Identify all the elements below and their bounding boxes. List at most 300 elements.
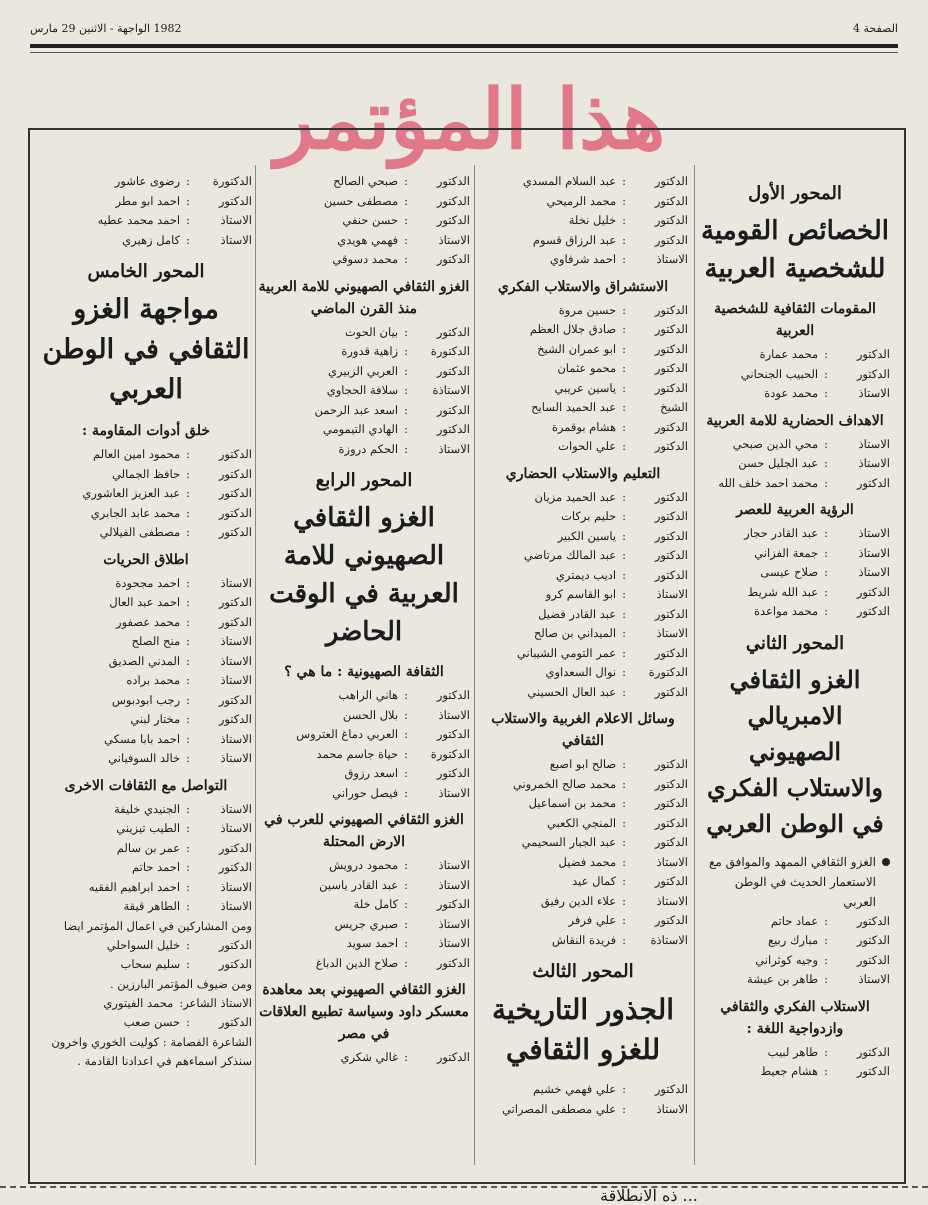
section-heading: التعليم والاستلاب الحضاري bbox=[505, 465, 661, 482]
person-name: عبد العزيز العاشوري bbox=[82, 486, 181, 500]
person-rank: الدكتور bbox=[654, 361, 688, 375]
person-rank: الدكتورة bbox=[430, 344, 470, 358]
people-list bbox=[478, 301, 688, 457]
header-rule bbox=[30, 44, 898, 48]
person-name: العربي الزبيري bbox=[328, 363, 399, 378]
person-rank: الدكتور bbox=[856, 1044, 890, 1059]
person-row: الدكتور : صادق جلال العظم bbox=[478, 320, 688, 340]
person-rank: الدكتور bbox=[654, 419, 688, 434]
person-row: الاستاذ الشاعر : محمد الفيتوري bbox=[40, 994, 252, 1014]
person-name: زاهية قدورة bbox=[341, 344, 399, 358]
person-rank: الاستاذ bbox=[220, 731, 252, 746]
person-rank: الدكتور bbox=[856, 913, 890, 928]
issue-date: 1982 الواجهة - الاثنين 29 مارس bbox=[30, 22, 182, 35]
section-heading: وسائل الاعلام الغربية والاستلاب الثقافي bbox=[491, 711, 675, 749]
person-row: الدكتور : عماد حاتم bbox=[700, 912, 890, 932]
person-rank: الدكتور bbox=[218, 466, 252, 481]
person-row: الاستاذ : عبد القادر ياسين bbox=[258, 876, 470, 896]
person-rank: الدكتور bbox=[218, 486, 252, 500]
person-name: هشام جعيط bbox=[760, 1064, 819, 1078]
person-name: العربي دماغ العتروس bbox=[296, 727, 399, 741]
person-rank: الدكتور bbox=[654, 913, 688, 927]
axis-label: المحور الرابع bbox=[315, 470, 413, 491]
person-name: حياة جاسم محمد bbox=[316, 746, 399, 761]
person-row: الدكتور : خليل السواحلي bbox=[40, 936, 252, 956]
person-row: الاستاذ : جمعة الفزاني bbox=[700, 544, 890, 564]
person-name: احمد عبد العال bbox=[109, 595, 181, 609]
person-name: فريدة النقاش bbox=[551, 932, 617, 947]
person-row: الدكتور : عبد الحميد مزيان bbox=[478, 488, 688, 508]
person-rank: الاستاذ bbox=[858, 456, 890, 470]
note-text: ومن ضيوف المؤتمر البارزين . bbox=[109, 976, 252, 991]
person-row: الاستاذ : بلال الحسن bbox=[258, 706, 470, 726]
person-name: محي الدين صبحي bbox=[732, 436, 819, 451]
people-list bbox=[478, 755, 688, 950]
person-name: حسن حنفي bbox=[342, 213, 399, 227]
person-name: محمد بن اسماعيل bbox=[528, 796, 617, 810]
column-divider bbox=[694, 165, 695, 1165]
person-row: الدكتور : العربي الزبيري bbox=[258, 362, 470, 382]
person-row: الدكتور : ياسين عريبي bbox=[478, 379, 688, 399]
person-name: عبد العال الحسيني bbox=[527, 684, 617, 699]
person-rank: الدكتور bbox=[436, 402, 470, 417]
person-rank: الدكتور bbox=[654, 232, 688, 247]
person-rank: الاستاذ bbox=[858, 565, 890, 579]
person-rank: الدكتور bbox=[654, 528, 688, 543]
person-name: محمد مواعدة bbox=[753, 604, 819, 618]
person-rank: الاستاذ الشاعر bbox=[183, 995, 252, 1010]
person-row: الاستاذ : احمد ابراهيم الفقيه bbox=[40, 878, 252, 898]
person-rank: الدكتور bbox=[856, 933, 890, 947]
person-rank: الدكتور bbox=[856, 475, 890, 490]
person-rank: الدكتور bbox=[218, 505, 252, 520]
header-rule-thin bbox=[30, 52, 898, 53]
person-row: الاستاذة : فريدة النقاش bbox=[478, 931, 688, 951]
person-row: الاستاذ : محمد عودة bbox=[700, 384, 890, 404]
person-row: الدكتور : كمال عيد bbox=[478, 872, 688, 892]
axis-title: الخصائص القومية للشخصية العربية bbox=[701, 216, 889, 284]
person-rank: الاستاذ bbox=[220, 751, 252, 765]
people-list bbox=[258, 323, 470, 460]
person-rank: الاستاذ bbox=[220, 899, 252, 913]
person-rank: الدكتور bbox=[218, 525, 252, 539]
person-rank: الدكتور bbox=[436, 1050, 470, 1064]
person-row: الدكتور : علي الحوات bbox=[478, 437, 688, 457]
person-rank: الاستاذة bbox=[432, 383, 470, 397]
person-name: هشام بوقمرة bbox=[551, 419, 617, 434]
person-row: الدكتور : طاهر لبيب bbox=[700, 1043, 890, 1063]
person-name: محمود درويش bbox=[329, 858, 399, 872]
person-name: احمد بابا مسكي bbox=[104, 731, 181, 746]
person-name: الطيب تيزيني bbox=[116, 821, 181, 835]
person-rank: الدكتور bbox=[856, 347, 890, 361]
person-rank: الاستاذ bbox=[438, 858, 470, 872]
person-row: الاستاذ : احمد شرفاوي bbox=[478, 250, 688, 270]
person-rank: الاستاذ bbox=[220, 879, 252, 894]
sections bbox=[40, 420, 252, 917]
person-name: محمد فضيل bbox=[558, 854, 617, 869]
column-1 bbox=[700, 172, 890, 1172]
person-name: محمد عودة bbox=[764, 386, 819, 400]
page-title: هذا المؤتمر bbox=[274, 72, 666, 168]
person-rank: الدكتور bbox=[436, 766, 470, 780]
person-name: محمد احمد خلف الله bbox=[718, 475, 819, 490]
person-row: الدكتور : مصطفى الفيلالي bbox=[40, 523, 252, 543]
person-name: خالد السوفياني bbox=[108, 751, 181, 765]
person-rank: الدكتور bbox=[218, 193, 252, 208]
person-row: الدكتورة : حياة جاسم محمد bbox=[258, 745, 470, 765]
person-row: الدكتور : محمد الرميحي bbox=[478, 192, 688, 212]
person-name: محمو عثمان bbox=[557, 361, 617, 375]
bullet-icon bbox=[882, 858, 890, 866]
person-row: الاستاذ : محمد فضيل bbox=[478, 853, 688, 873]
person-rank: الاستاذ bbox=[438, 232, 470, 247]
person-row: الدكتور : حسن حنفي bbox=[258, 211, 470, 231]
person-name: ياسين عريبي bbox=[554, 380, 617, 395]
person-rank: الدكتورة bbox=[430, 746, 470, 761]
person-name: جمعة الفزاني bbox=[754, 545, 819, 560]
person-rank: الدكتور bbox=[654, 567, 688, 582]
person-name: صالح ابو اصبع bbox=[549, 757, 617, 771]
person-name: محمد عمارة bbox=[759, 347, 819, 361]
person-rank: الدكتور bbox=[654, 380, 688, 395]
person-name: محمد الرميحي bbox=[546, 193, 617, 208]
person-name: ياسين الكبير bbox=[557, 528, 617, 543]
person-name: عبد الجبار السحيمي bbox=[521, 835, 617, 849]
column-divider bbox=[255, 165, 256, 1165]
person-rank: الدكتور bbox=[218, 595, 252, 609]
person-rank: الاستاذ bbox=[858, 386, 890, 400]
person-row: الاستاذ : طاهر بن عيشة bbox=[700, 970, 890, 990]
person-row: الدكتور : مصطفى حسين bbox=[258, 192, 470, 212]
sections bbox=[700, 298, 890, 622]
person-row: الدكتور : عبد السلام المسدي bbox=[478, 172, 688, 192]
people-list bbox=[40, 445, 252, 543]
person-rank: الشيخ bbox=[660, 400, 688, 414]
person-row: الدكتور : عبد المالك مرتاضي bbox=[478, 546, 688, 566]
section-heading: الرؤية العربية للعصر bbox=[736, 502, 854, 518]
people-list bbox=[700, 345, 890, 404]
person-rank: الدكتور bbox=[218, 712, 252, 726]
person-name: احمد مجحودة bbox=[115, 575, 181, 590]
person-rank: الدكتور bbox=[654, 213, 688, 227]
section-heading: الغزو الثقافي الصهيوني للامة العربية منذ القرن الماضي bbox=[258, 278, 470, 317]
person-row: الدكتور : عمر بن سالم bbox=[40, 839, 252, 859]
person-rank: الدكتور bbox=[436, 363, 470, 378]
person-rank: الدكتور bbox=[436, 324, 470, 339]
people-list bbox=[258, 172, 470, 270]
note-text: ومن المشاركين في اعمال المؤتمر ايضا bbox=[63, 918, 252, 933]
people-list bbox=[700, 435, 890, 494]
person-row: الدكتور : مبارك ربيع bbox=[700, 931, 890, 951]
person-row: الدكتورة : رضوى عاشور bbox=[40, 172, 252, 192]
person-name: كمال عيد bbox=[572, 874, 617, 888]
person-name: كامل خلة bbox=[353, 897, 399, 911]
person-rank: الدكتور bbox=[654, 684, 688, 699]
person-rank: الدكتور bbox=[654, 776, 688, 791]
person-name: محمد براده bbox=[126, 673, 181, 687]
section-heading: الغزو الثقافي الصهيوني بعد معاهدة معسكر داود وسياسة تطبيع العلاقات في مصر bbox=[259, 982, 469, 1042]
person-name: علي فهمي خشيم bbox=[533, 1082, 617, 1096]
person-row: الاستاذ : فهمي هويدي bbox=[258, 231, 470, 251]
section-heading: الثقافة الصهيونية : ما هي ؟ bbox=[284, 664, 444, 680]
person-row: الدكتور : عبد القادر فضيل bbox=[478, 605, 688, 625]
person-row: الاستاذ : محي الدين صبحي bbox=[700, 435, 890, 455]
person-name: محمد عابد الجابري bbox=[90, 505, 181, 520]
person-row: الدكتور : احمد عبد العال bbox=[40, 593, 252, 613]
axis-title: الغزو الثقافي الصهيوني للامة العربية في الوقت الحاضر bbox=[269, 503, 459, 647]
person-name: علي فرفر bbox=[568, 913, 617, 927]
person-row: الدكتور : هشام بوقمرة bbox=[478, 418, 688, 438]
person-rank: الاستاذ bbox=[858, 972, 890, 986]
people-list bbox=[258, 856, 470, 973]
person-rank: الدكتور bbox=[654, 439, 688, 453]
person-rank: الدكتور bbox=[654, 509, 688, 523]
people-list bbox=[40, 800, 252, 917]
person-row: الدكتور : حسين مروة bbox=[478, 301, 688, 321]
person-rank: الدكتور bbox=[654, 489, 688, 504]
person-row: الدكتور : عبد العال الحسيني bbox=[478, 683, 688, 703]
person-rank: الدكتور bbox=[654, 645, 688, 660]
person-name: عبد الجليل حسن bbox=[738, 456, 819, 470]
axis-label: المحور الثالث bbox=[532, 961, 634, 982]
person-name: عبد القادر ياسين bbox=[319, 877, 399, 892]
person-row: الاستاذ : الطاهر قيقة bbox=[40, 897, 252, 917]
person-rank: الاستاذ bbox=[220, 213, 252, 227]
person-name: خليل نخلة bbox=[568, 213, 617, 227]
person-row: الدكتور : علي فهمي خشيم bbox=[478, 1080, 688, 1100]
person-row: الاستاذ : ابو القاسم كرو bbox=[478, 585, 688, 605]
person-name: غالي شكري bbox=[340, 1050, 399, 1064]
person-name: سليم سحاب bbox=[120, 957, 181, 971]
person-row: الدكتور : المنجي الكعبي bbox=[478, 814, 688, 834]
person-rank: الاستاذ bbox=[438, 936, 470, 950]
person-row: الدكتور : رجب ابودبوس bbox=[40, 691, 252, 711]
person-name: الطاهر قيقة bbox=[123, 899, 181, 913]
person-rank: الاستاذ bbox=[438, 707, 470, 722]
person-rank: الدكتور bbox=[436, 422, 470, 436]
person-rank: الاستاذ bbox=[858, 436, 890, 451]
person-name: احمد سويد bbox=[346, 936, 399, 950]
person-row: الدكتور : حسن صعب bbox=[40, 1013, 252, 1033]
person-name: ابو القاسم كرو bbox=[545, 587, 617, 601]
person-row: الدكتور : محمد عمارة bbox=[700, 345, 890, 365]
person-row: الدكتور : عبد العزيز العاشوري bbox=[40, 484, 252, 504]
person-row: الدكتور : احمد حاتم bbox=[40, 858, 252, 878]
person-row: الاستاذ : احمد بابا مسكي bbox=[40, 730, 252, 750]
person-name: المدني الصديق bbox=[108, 653, 181, 668]
person-rank: الاستاذة bbox=[650, 932, 688, 947]
bullet-note: الغزو الثقافي الممهد والموافق مع الاستعمار الحديث في الوطن العربي bbox=[700, 852, 890, 912]
person-row: الدكتور : كامل خلة bbox=[258, 895, 470, 915]
person-row: الاستاذ : صلاح عيسى bbox=[700, 563, 890, 583]
person-rank: الدكتور bbox=[218, 937, 252, 952]
person-rank: الاستاذ bbox=[438, 441, 470, 456]
person-name: عماد حاتم bbox=[770, 913, 819, 928]
next-article-text: ... ذه الانطلاقة bbox=[600, 1186, 698, 1205]
person-rank: الدكتور bbox=[654, 341, 688, 356]
person-rank: الاستاذ bbox=[220, 653, 252, 668]
person-row: الدكتور : وجيه كوثراني bbox=[700, 951, 890, 971]
person-name: احمد حاتم bbox=[132, 860, 181, 874]
person-row: الدكتور : عبد الجبار السحيمي bbox=[478, 833, 688, 853]
person-name: حسن صعب bbox=[123, 1015, 181, 1029]
person-name: سلافة الحجاوي bbox=[326, 383, 399, 397]
person-row: الدكتور : هاني الراهب bbox=[258, 686, 470, 706]
person-rank: الاستاذ bbox=[656, 1101, 688, 1116]
person-name: فيصل حوراني bbox=[332, 785, 399, 800]
person-name: بلال الحسن bbox=[342, 707, 399, 722]
person-rank: الاستاذ bbox=[656, 893, 688, 908]
person-name: محمد عصفور bbox=[116, 614, 181, 629]
person-name: صادق جلال العظم bbox=[529, 322, 617, 336]
person-rank: الدكتور bbox=[218, 447, 252, 461]
person-row: الدكتور : اديب ديمتري bbox=[478, 566, 688, 586]
person-name: عبد السلام المسدي bbox=[522, 174, 617, 188]
person-rank: الدكتور bbox=[218, 692, 252, 707]
section-heading: اطلاق الحريات bbox=[103, 551, 189, 568]
person-rank: الدكتور bbox=[856, 604, 890, 618]
person-name: مصطفى الفيلالي bbox=[99, 525, 181, 539]
person-rank: الدكتور bbox=[218, 957, 252, 971]
people-list bbox=[40, 172, 252, 250]
person-name: ابو عمران الشيخ bbox=[537, 341, 617, 356]
person-name: فهمي هويدي bbox=[337, 232, 399, 247]
people-list bbox=[258, 686, 470, 803]
person-name: الجنيدي خليفة bbox=[114, 801, 181, 816]
person-rank: الدكتور bbox=[436, 193, 470, 208]
person-rank: الدكتور bbox=[654, 835, 688, 849]
person-row: الدكتور : سليم سحاب bbox=[40, 955, 252, 975]
person-rank: الاستاذ bbox=[858, 526, 890, 540]
person-name: وجيه كوثراني bbox=[755, 952, 819, 967]
axis-title: الجذور التاريخية للغزو الثقافي bbox=[491, 993, 674, 1066]
person-row: الاستاذ : الميداني بن صالح bbox=[478, 624, 688, 644]
person-name: مبارك ربيع bbox=[767, 933, 819, 947]
person-name: الميداني بن صالح bbox=[533, 626, 617, 640]
person-row: الاستاذ : كامل زهيري bbox=[40, 231, 252, 251]
people-list bbox=[478, 488, 688, 703]
person-row: الاستاذ : عبد القادر حجار bbox=[700, 524, 890, 544]
person-row: الدكتور : صالح ابو اصبع bbox=[478, 755, 688, 775]
person-name: رضوى عاشور bbox=[114, 174, 181, 188]
person-name: علي الحوات bbox=[558, 439, 617, 453]
person-name: عبد الله شريط bbox=[747, 584, 819, 599]
person-rank: الدكتور bbox=[436, 727, 470, 741]
person-rank: الدكتور bbox=[856, 366, 890, 381]
person-rank: الدكتور bbox=[218, 860, 252, 874]
person-row: الدكتور : محمو عثمان bbox=[478, 359, 688, 379]
person-row: الدكتور : الهادي التيمومي bbox=[258, 420, 470, 440]
person-row: الدكتور : عبد الله شريط bbox=[700, 583, 890, 603]
person-name: رجب ابودبوس bbox=[111, 692, 181, 707]
person-row: الدكتور : هشام جعيط bbox=[700, 1062, 890, 1082]
section-heading: التواصل مع الثقافات الاخرى bbox=[64, 777, 228, 794]
bottom-rule bbox=[0, 1186, 928, 1188]
person-row: الدكتور : حليم بركات bbox=[478, 507, 688, 527]
person-row: الدكتور : بيان الحوت bbox=[258, 323, 470, 343]
person-name: عبد الحميد مزيان bbox=[534, 489, 617, 504]
person-row: الدكتور : محمود امين العالم bbox=[40, 445, 252, 465]
person-row: الاستاذ : احمد مجحودة bbox=[40, 574, 252, 594]
person-name: نوال السعداوي bbox=[545, 665, 617, 679]
person-row: الدكتور : محمد احمد خلف الله bbox=[700, 474, 890, 494]
person-rank: الدكتور bbox=[654, 874, 688, 888]
person-row: الدكتور : صبحي الصالح bbox=[258, 172, 470, 192]
person-name: الحكم دروزة bbox=[338, 441, 399, 456]
person-row: الاستاذ : الحكم دروزة bbox=[258, 440, 470, 460]
person-rank: الدكتور bbox=[654, 606, 688, 621]
person-name: محمود امين العالم bbox=[93, 447, 181, 461]
person-row: الاستاذ : الجنيدي خليفة bbox=[40, 800, 252, 820]
person-rank: الدكتور bbox=[436, 688, 470, 702]
person-name: احمد ابو مطر bbox=[115, 193, 181, 208]
person-row: الدكتور : الحبيب الجنحاني bbox=[700, 365, 890, 385]
column-4 bbox=[40, 172, 252, 1172]
person-row: الدكتور : صلاح الدين الدباغ bbox=[258, 954, 470, 974]
person-row: الاستاذ : صبري جريس bbox=[258, 915, 470, 935]
person-rank: الدكتور bbox=[654, 815, 688, 830]
person-rank: الاستاذ bbox=[656, 587, 688, 601]
people-list bbox=[700, 524, 890, 622]
person-row: الاستاذ : المدني الصديق bbox=[40, 652, 252, 672]
person-row: الاستاذ : الطيب تيزيني bbox=[40, 819, 252, 839]
person-row: الدكتور : محمد عابد الجابري bbox=[40, 504, 252, 524]
person-rank: الاستاذ bbox=[656, 854, 688, 869]
axis-label: المحور الثاني bbox=[745, 632, 845, 654]
person-row: الاستاذ : منح الصلح bbox=[40, 632, 252, 652]
person-row: الدكتور : محمد صالح الخمروني bbox=[478, 775, 688, 795]
closing-text: الشاعرة الفصامة : كوليت الخوري واخرون سنذكر اسماءهم في اعدادنا القادمة . bbox=[51, 1034, 252, 1068]
person-row: الاستاذ : علاء الدين رفيق bbox=[478, 892, 688, 912]
person-name: محمد صالح الخمروني bbox=[512, 776, 617, 791]
person-rank: الدكتور bbox=[654, 174, 688, 188]
person-row: الدكتور : اسعد عبد الرحمن bbox=[258, 401, 470, 421]
person-rank: الاستاذ bbox=[656, 626, 688, 640]
person-name: عبد القادر حجار bbox=[744, 526, 819, 540]
person-row: الاستاذ : احمد محمد عطيه bbox=[40, 211, 252, 231]
section-heading: الاستلاب الفكري والثقافي وازدواجية اللغة : bbox=[720, 998, 870, 1037]
person-rank: الدكتور bbox=[654, 1082, 688, 1096]
column-divider bbox=[474, 165, 475, 1165]
person-row: الدكتور : العربي دماغ العتروس bbox=[258, 725, 470, 745]
person-name: علاء الدين رفيق bbox=[540, 893, 617, 908]
person-rank: الدكتور bbox=[654, 322, 688, 336]
person-name: صلاح الدين الدباغ bbox=[315, 955, 399, 970]
person-row: الدكتور : احمد ابو مطر bbox=[40, 192, 252, 212]
person-row: الدكتور : محمد دسوقي bbox=[258, 250, 470, 270]
person-name: اسعد رزوق bbox=[344, 766, 399, 780]
person-rank: الدكتور bbox=[856, 584, 890, 599]
person-rank: الاستاذ bbox=[220, 821, 252, 835]
person-rank: الاستاذ bbox=[438, 785, 470, 800]
section-heading: الاستشراق والاستلاب الفكري bbox=[497, 278, 669, 295]
sections bbox=[478, 276, 688, 951]
person-name: هاني الراهب bbox=[338, 688, 399, 702]
person-name: حسين مروة bbox=[558, 302, 617, 317]
person-name: اديب ديمتري bbox=[555, 567, 617, 582]
person-rank: الدكتور bbox=[654, 796, 688, 810]
person-name: محمد دسوقي bbox=[332, 252, 399, 266]
person-name: منح الصلح bbox=[131, 634, 181, 648]
person-name: الحبيب الجنحاني bbox=[740, 366, 819, 381]
axis-title: مواجهة الغزو الثقافي في الوطن العربي bbox=[42, 294, 250, 405]
person-name: عبد القادر فضيل bbox=[538, 606, 617, 621]
person-name: بيان الحوت bbox=[344, 324, 399, 339]
people-list bbox=[40, 994, 252, 1033]
person-row: الدكتور : حافظ الجمالي bbox=[40, 465, 252, 485]
person-name: صبري جريس bbox=[334, 916, 399, 931]
